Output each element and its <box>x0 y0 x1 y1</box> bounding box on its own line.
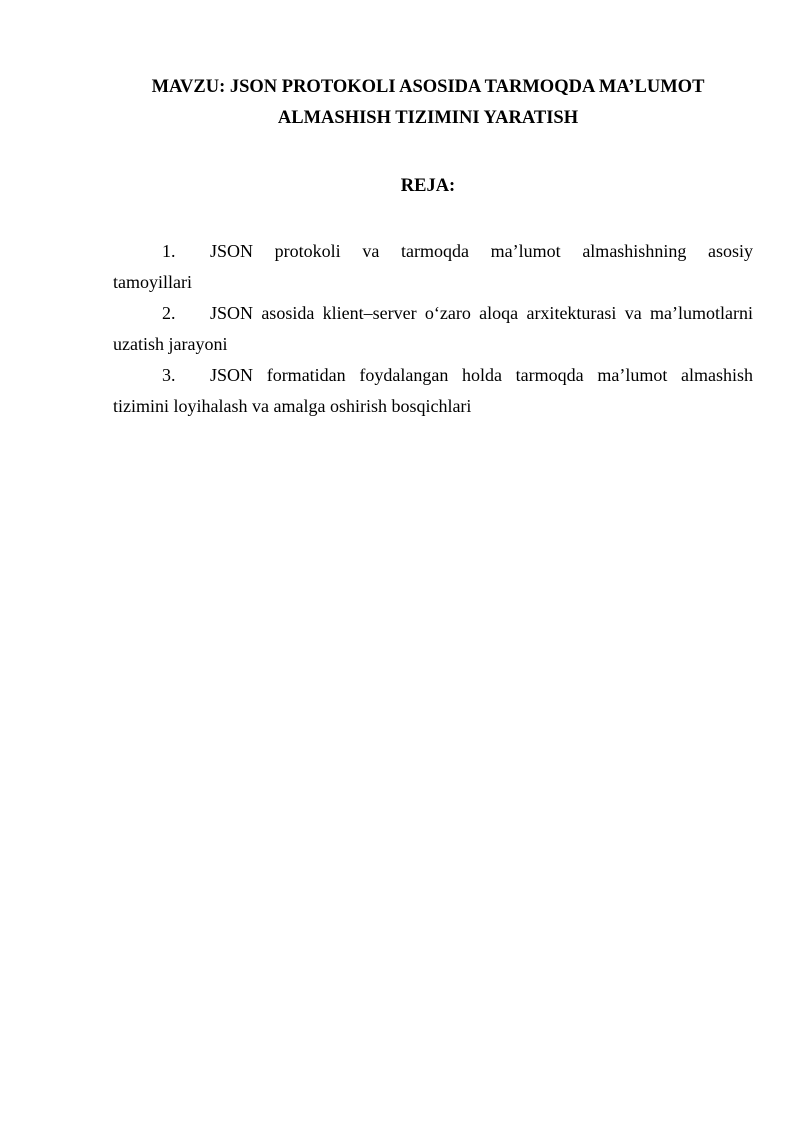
title-line-2: ALMASHISH TIZIMINI YARATISH <box>277 108 579 128</box>
plan-item-3 <box>113 360 753 422</box>
title-line-1: MAVZU: JSON PROTOKOLI ASOSIDA TARMOQDA MA’LUMOT <box>151 77 705 97</box>
plan-item-text: JSON protokoli va tarmoqda ma’lumot almashishning asosiy <box>210 241 753 261</box>
plan-item-text: JSON asosida klient–server o‘zaro aloqa arxitekturasi va ma’lumotlarni <box>210 303 753 323</box>
plan-item-number: 2. <box>162 303 176 323</box>
plan-item-first-line <box>113 236 753 267</box>
plan-item-1 <box>113 236 753 298</box>
plan-list <box>113 236 753 422</box>
document-title <box>100 72 756 134</box>
plan-item-first-line <box>113 298 753 329</box>
plan-item-2 <box>113 298 753 360</box>
plan-item-continuation: tizimini loyihalash va amalga oshirish bosqichlari <box>113 396 472 416</box>
plan-item-continuation: uzatish jarayoni <box>113 334 228 354</box>
plan-item-number: 3. <box>162 365 176 385</box>
plan-item-continuation: tamoyillari <box>113 272 192 292</box>
plan-item-number: 1. <box>162 241 176 261</box>
plan-heading: REJA: <box>400 176 456 196</box>
plan-item-first-line <box>113 360 753 391</box>
plan-item-text: JSON formatidan foydalangan holda tarmoqda ma’lumot almashish <box>210 365 753 385</box>
